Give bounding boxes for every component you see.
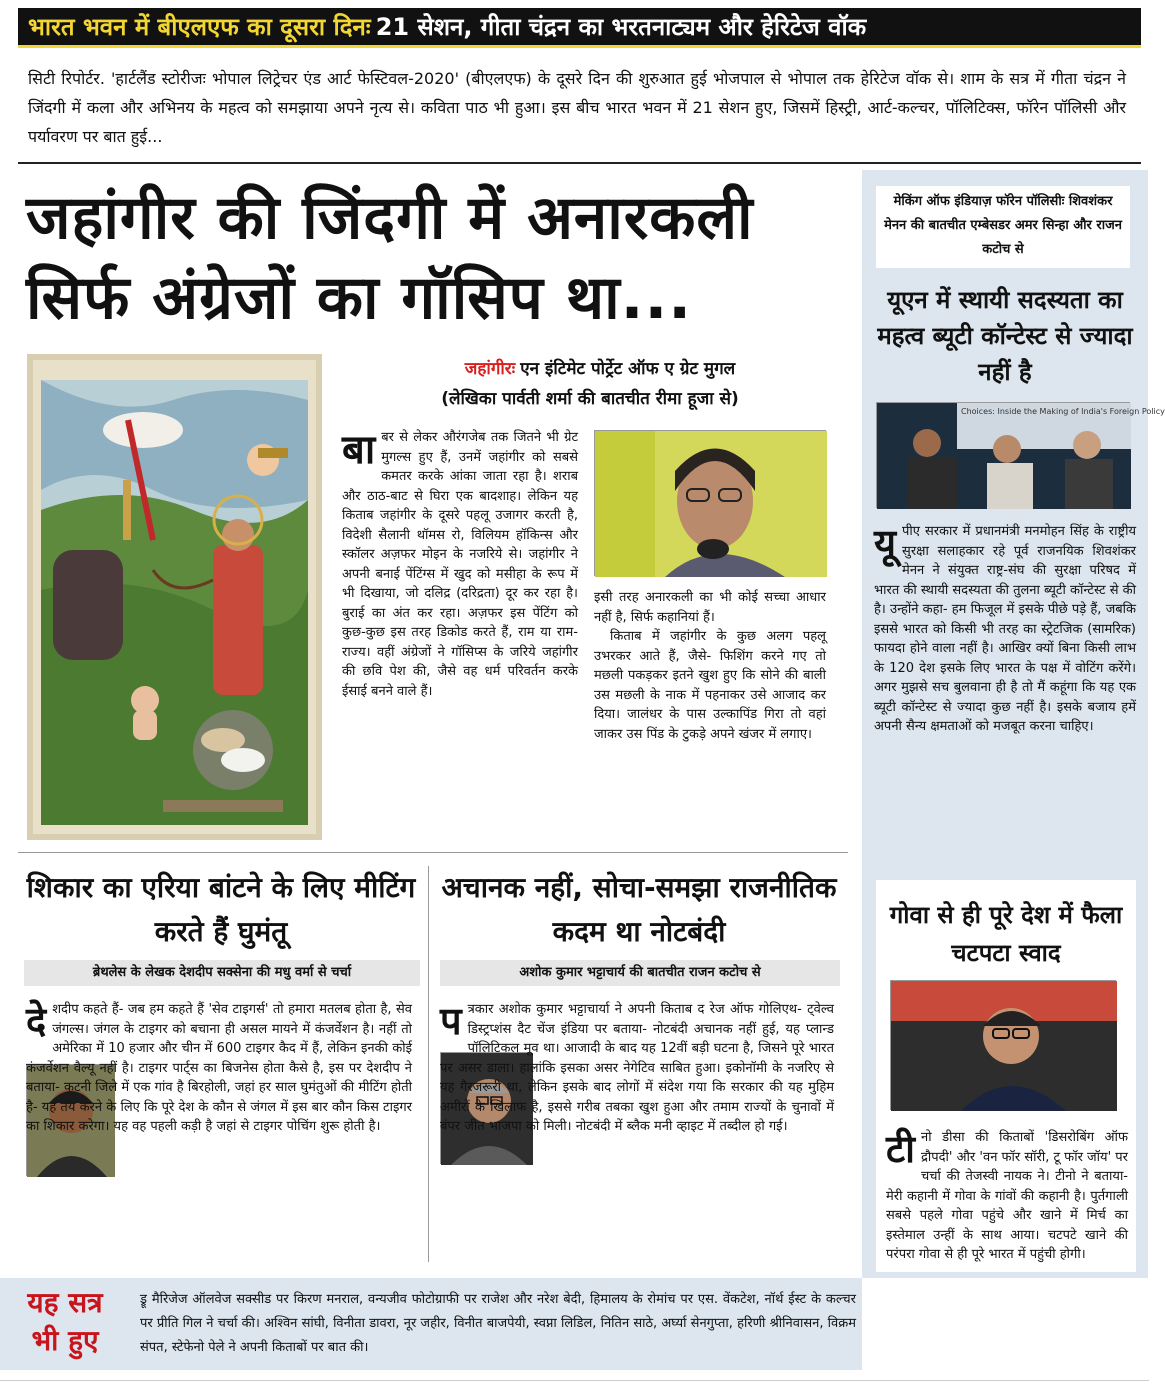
main-headline-line2: सिर्फ अंग्रेजों का गॉसिप था...: [26, 263, 693, 333]
lower-divider: [18, 852, 848, 853]
tiger-dropcap: दे: [26, 999, 47, 1043]
jahangir-painting: [27, 354, 322, 840]
column-divider: [428, 866, 429, 1262]
banner-headline-black: 21 सेशन, गीता चंद्रन का भरतनाट्यम और हेरिटेज वॉक: [375, 13, 867, 41]
goa-dropcap: टी: [886, 1127, 915, 1171]
banner-headline-red: भारत भवन में बीएलएफ का दूसरा दिनः: [28, 13, 371, 41]
tiger-headline: शिकार का एरिया बांटने के लिए मीटिंग करते हैं घुमंतू: [26, 871, 416, 948]
tino-portrait: [891, 981, 1117, 1111]
main-col2-p2: किताब में जहांगीर के कुछ अलग पहलू उभरकर आते हैं, जैसे- फिशिंग करने गए तो मछली पकड़कर इतने खुश हुए कि सोने की बाली उस मछली के नाक में पहनाकर उसे आजाद कर दिया। जालंधर के पास उल्कापिंड गिरा तो वहां जाकर उस पिंड के टुकड़े अपने खंजर में लगाए।: [594, 629, 826, 742]
sidebar-kicker-box: [876, 186, 1130, 268]
demonetisation-body: [440, 1000, 834, 1262]
author-portrait: [595, 431, 827, 577]
sidebar-body-text: पीए सरकार में प्रधानमंत्री मनमोहन सिंह के राष्ट्रीय सुरक्षा सलाहकार रहे पूर्व राजनयिक शिवशंकर मेनन ने संयुक्त राष्ट्र-संघ की सुरक्षा परिषद में भारत की स्थायी सदस्यता की तुलना ब्यूटी कॉन्टेस्ट से की है। उन्होंने कहा- हम फिजूल में इसके पीछे पड़े हैं, जबकि इससे भारत को किसी भी तरह का स्ट्रेटजिक (सामरिक) फायदा होने वाला नहीं है। आखिर क्यों बिना किसी लाभ के 120 देश इसके लिए भारत के पक्ष में वोटिंग करेंगे। अगर मुझसे सच बुलवाना ही है तो मैं कहूंगा कि यह एक ब्यूटी कॉन्टेस्ट से ज्यादा कुछ नहीं है। इसके बजाय हमें अपनी सैन्य क्षमताओं को मजबूत करना चाहिए।: [874, 524, 1136, 734]
sidebar-kicker: मेकिंग ऑफ इंडियाज़ फॉरेन पॉलिसीः शिवशंकर मेनन की बातचीत एम्बेसडर अमर सिन्हा और राजन कटोच से: [884, 194, 1122, 257]
goa-body: [886, 1128, 1128, 1268]
footer-label-line2: भी हुए: [31, 1324, 99, 1357]
tiger-kicker: ब्रेथलेस के लेखक देशदीप सक्सेना की मधु वर्मा से चर्चा: [92, 965, 352, 980]
painting-illustration: [33, 360, 316, 834]
sidebar-body: [874, 522, 1136, 862]
top-banner: [18, 8, 1141, 48]
banner-divider: [18, 162, 1141, 164]
banner-summary-text: सिटी रिपोर्टर. 'हार्टलैंड स्टोरीजः भोपाल लिट्रेचर एंड आर्ट फेस्टिवल-2020' (बीएलएफ) के दूसरे दिन की शुरुआत हुई भोजपाल से भोपाल तक हेरिटेज वॉक से। शाम के सत्र में गीता चंद्रन ने जिंदगी में कला और अभिनय के महत्व को समझाया अपने नृत्य से। कविता पाठ भी हुआ। इस बीच भारत भवन में 21 सेशन हुए, जिसमें हिस्ट्री, आर्ट-कल्चर, पॉलिटिक्स, फॉरेन पॉलिसी और पर्यावरण पर बात हुई...: [28, 69, 1126, 146]
main-headline: [26, 178, 846, 338]
sidebar-photo-panel: [876, 402, 1165, 508]
main-headline-line1: जहांगीर की जिंदगी में अनारकली: [26, 183, 754, 253]
main-kicker-red: जहांगीरः: [464, 359, 516, 379]
footer-text-box: [140, 1288, 856, 1364]
sidebar-photo-banner: Choices: Inside the Making of India's Foreign Policy: [961, 407, 1165, 416]
main-story-col1: [342, 428, 578, 833]
demonetisation-kicker-bar: [440, 960, 840, 986]
goa-author-photo: [890, 980, 1116, 1110]
demonetisation-kicker: अशोक कुमार भट्टाचार्य की बातचीत राजन कटोच से: [519, 965, 761, 980]
bottom-strip: [0, 1380, 1149, 1398]
goa-body-text: नो डीसा की किताबों 'डिसरोबिंग ऑफ द्रौपदी' और 'वन फॉर सॉरी, टू फॉर जॉय' पर चर्चा की तेजस्वी नायक ने। टीनो ने बताया- मेरी कहानी में गोवा के गांवों की कहानी है। पुर्तगाली सबसे पहले गोवा पहुंचे और खाने में मिर्च का इस्तेमाल उन्हीं के साथ आया। चटपटे खाने की परंपरा गोवा से ही पूरे भारत में पहुंची होगी।: [886, 1130, 1128, 1262]
main-col1-text: बर से लेकर औरंगजेब तक जितने भी ग्रेट मुगल्स हुए हैं, उनमें जहांगीर को सबसे कमतर करके आंका जाता रहा है। शराब और ठाठ-बाट से घिरा एक बादशाह। लेकिन यह किताब जहांगीर के दूसरे पहलू उजागर करती है, विदेशी सैलानी थॉमस रो, विलियम हॉकिन्स और स्कॉलर अज़फर मोइन के नजरिये से। जहांगीर ने अपनी बनाई पेंटिंग्स में खुद को मसीहा के रूप में भी दिखाया, जो दलिद्र (दरिद्रता) दूर कर रहा है। बुराई का अंत कर रहा। अज़फर इस पेंटिंग को कुछ-कुछ इस तरह डिकोड करते हैं, राम या राम-राज्य। वहीं अंग्रेजों ने गॉसिप्स के जरिये जहांगीर की छवि पेश की, जैसे वह धर्म परिवर्तन करके ईसाई बनने वाले हैं।: [342, 430, 578, 699]
goa-headline: गोवा से ही पूरे देश में फैला चटपटा स्वाद: [889, 901, 1123, 967]
main-story-col2: [594, 588, 826, 828]
banner-summary: [28, 64, 1126, 159]
footer-label-line1: यह सत्र: [27, 1286, 103, 1319]
tiger-kicker-bar: [24, 960, 420, 986]
tiger-body: [26, 1000, 412, 1262]
tiger-body-text: शदीप कहते हैं- जब हम कहते हैं 'सेव टाइगर्स' तो हमारा मतलब होता है, सेव जंगल्स। जंगल के टाइगर को बचाना ही असल मायने में कंजर्वेशन है। नहीं तो अमेरिका में 10 हजार और चीन में 600 टाइगर कैद में हैं, लेकिन इनकी कोई कंजर्वेशन वैल्यू नहीं है। टाइगर पार्ट्स का बिजनेस होता कैसे है, इस पर देशदीप ने बताया- कटनी जिले में एक गांव है बिरहोली, जहां हर साल घुमंतुओं की मीटिंग होती है- यह तय करने के लिए कि पूरे देश के कौन से जंगल में इस बार कौन किस टाइगर का शिकार करेगा। यह वह पहली कड़ी है जहां से टाइगर पोचिंग शुरू होती है।: [26, 1002, 412, 1134]
main-dropcap: बा: [342, 427, 376, 473]
demonetisation-dropcap: प: [440, 999, 462, 1043]
main-kicker: [360, 356, 840, 382]
sidebar-dropcap: यू: [874, 521, 897, 565]
demonetisation-headline: अचानक नहीं, सोचा-समझा राजनीतिक कदम था नोटबंदी: [441, 871, 837, 948]
main-kicker-black: एन इंटिमेट पोर्ट्रेट ऑफ ए ग्रेट मुगल: [520, 359, 736, 379]
author-photo-parvati: [594, 430, 826, 576]
footer-label: [6, 1284, 124, 1366]
main-byline: (लेखिका पार्वती शर्मा की बातचीत रीमा हूजा से): [441, 389, 739, 409]
main-col2-p1: इसी तरह अनारकली का भी कोई सच्चा आधार नहीं है, सिर्फ कहानियां हैं।: [594, 590, 826, 625]
footer-text: ड्रू मैरिजेज ऑलवेज सक्सीड पर किरण मनराल, वन्यजीव फोटोग्राफी पर राजेश और नरेश बेदी, हिमालय के रोमांच पर एस. वेंकटेश, नॉर्थ ईस्ट के कल्चर पर प्रीति गिल ने चर्चा की। अश्विन सांघी, विनीता डावरा, नूर जहीर, विनीत बाजपेयी, स्वप्ना लिडिल, नितिन साठे, अर्घ्या सेनगुप्ता, हरिणी श्रीनिवासन, विक्रम संपत, स्टेफेनो पेले ने अपनी किताबों पर बात की।: [140, 1292, 856, 1355]
demonetisation-body-text: त्रकार अशोक कुमार भट्टाचार्या ने अपनी किताब द रेज ऑफ गोलिएथ- ट्वेल्व डिस्ट्रप्शंस दैट चेंज इंडिया पर बताया- नोटबंदी अचानक नहीं हुई, यह प्लान्ड पॉलिटिकल मूव था। आजादी के बाद यह 12वीं बड़ी घटना है, जिसने पूरे भारत पर असर डाला। हालांकि इसका असर नेगेटिव साबित हुआ। इकोनॉमी के नजरिए से यह गैरजरूरी था, लेकिन इसके बाद लोगों में संदेश गया कि सरकार की यह मुहिम अमीरों के खिलाफ है, इससे गरीब तबका खुश हुआ और तमाम राज्यों के चुनावों में बंपर जीत भाजपा को मिली। नोटबंदी में ब्लैक मनी व्हाइट में तब्दील हो गई।: [440, 1002, 834, 1134]
sidebar-headline: यूएन में स्थायी सदस्यता का महत्व ब्यूटी कॉन्टेस्ट से ज्यादा नहीं है: [877, 286, 1133, 386]
